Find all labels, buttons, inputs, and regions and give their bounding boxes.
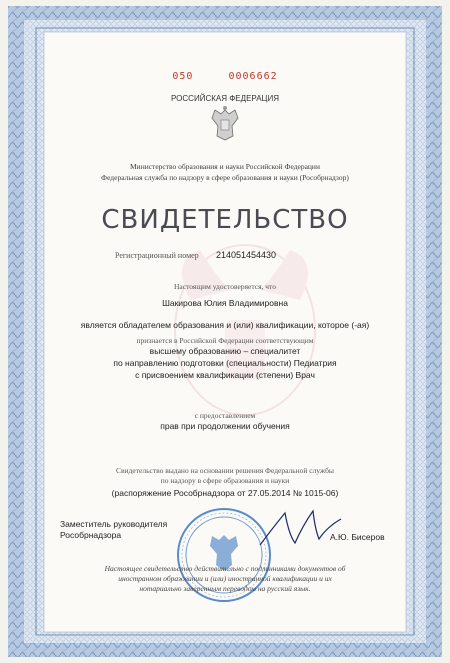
- holder-name: Шакирова Юлия Владимировна: [162, 298, 288, 308]
- signatory-name: А.Ю. Бисеров: [330, 532, 385, 542]
- document-title: СВИДЕТЕЛЬСТВО: [101, 205, 349, 235]
- qualification: с присвоением квалификации (степени) Врач: [135, 370, 315, 380]
- rights-text: прав при продолжении обучения: [160, 421, 290, 431]
- footnote-line-1: Настоящее свидетельство действительно с подлинниками документов об: [104, 564, 346, 573]
- footnote-line-2: иностранном образовании и (или) иностранной квалификации и их: [118, 574, 332, 583]
- signatory-position-line-1: Заместитель руководителя: [60, 519, 168, 529]
- registration-number: 214051454430: [216, 250, 277, 260]
- ministry-line-1: Министерство образования и науки Российской Федерации: [130, 162, 320, 171]
- education-direction: по направлению подготовки (специальности) Педиатрия: [113, 358, 337, 368]
- holder-statement: является обладателем образования и (или) квалификации, которое (-ая): [80, 320, 370, 330]
- with-rights-text: с предоставлением: [194, 411, 256, 420]
- footnote-line-3: нотариально заверенным переводом на русский язык.: [139, 584, 311, 593]
- registration-label: Регистрационный номер: [115, 251, 199, 260]
- basis-order: (распоряжение Рособрнадзора от 27.05.2014 № 1015-06): [111, 488, 339, 498]
- country-name: РОССИЙСКАЯ ФЕДЕРАЦИЯ: [171, 94, 279, 103]
- recognized-text: признается в Российской Федерации соответствующим: [136, 336, 314, 345]
- basis-line-1: Свидетельство выдано на основании решения Федеральной службы: [116, 466, 334, 475]
- coat-of-arms-icon: [205, 104, 245, 144]
- signatory-position-line-2: Рособрнадзора: [60, 530, 122, 540]
- serial-series: 050: [172, 71, 194, 82]
- serial-number-value: 0006662: [228, 71, 278, 82]
- signature-icon: [255, 505, 345, 553]
- basis-line-2: по надзору в сфере образования и науки: [160, 476, 290, 485]
- certifies-text: Настоящим удостоверяется, что: [174, 282, 276, 291]
- education-level: высшему образованию – специалитет: [149, 346, 301, 356]
- ministry-line-2: Федеральная служба по надзору в сфере образования и науки (Рособрнадзор): [101, 173, 349, 182]
- serial-number: [0, 71, 450, 82]
